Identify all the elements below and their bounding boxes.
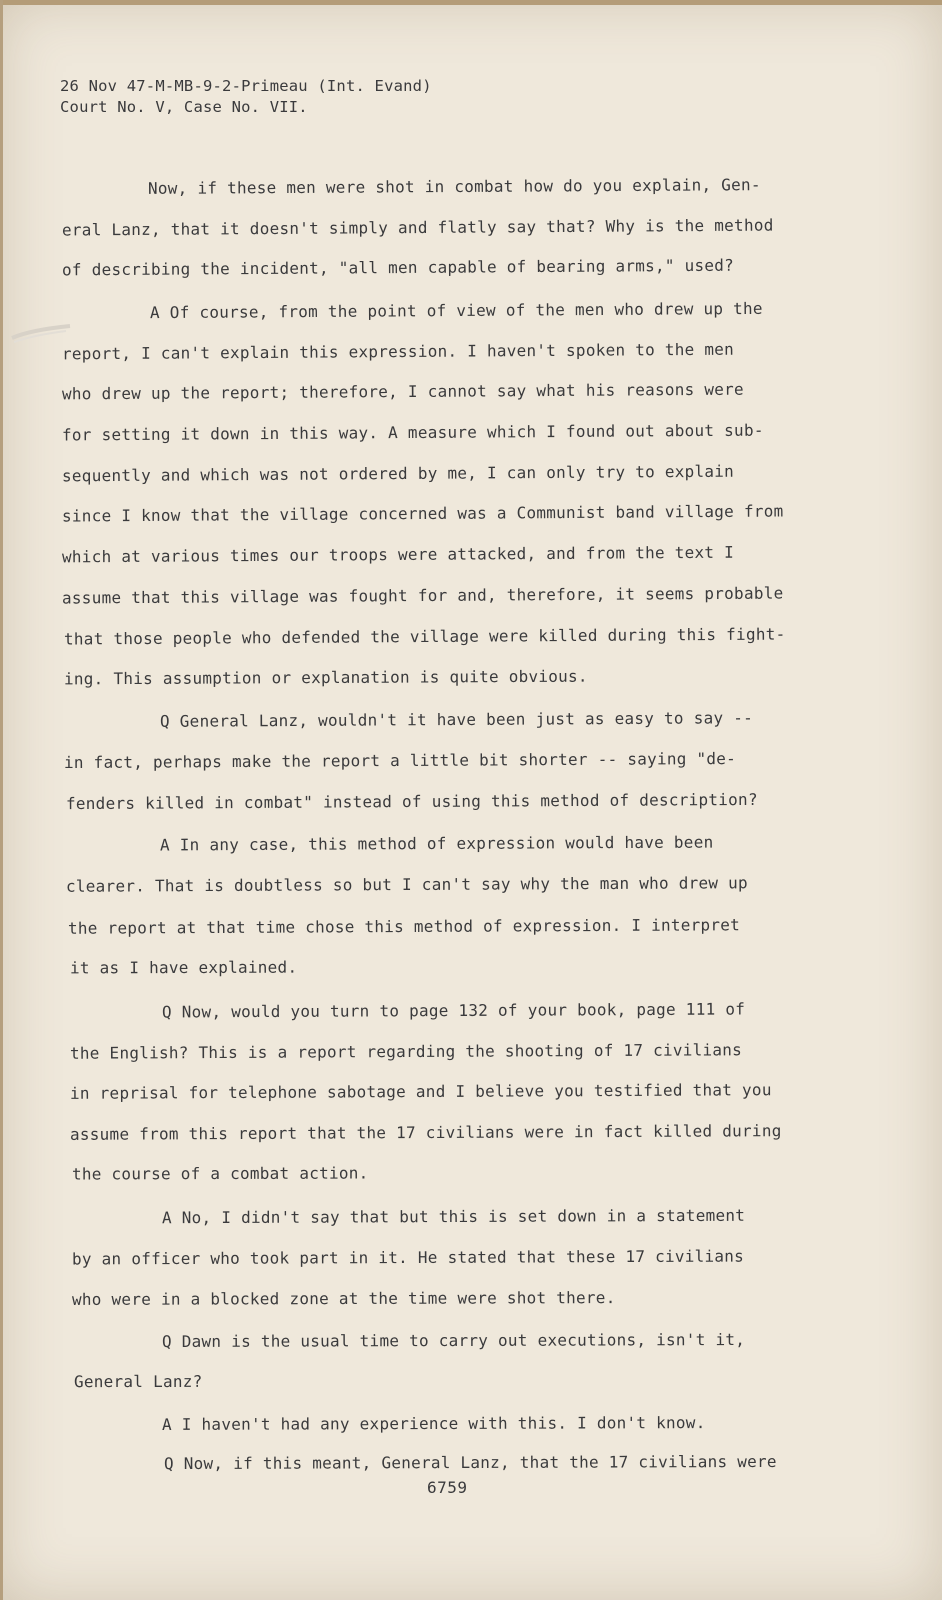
page-left-edge [0,0,3,1600]
transcript-line: which at various times our troops were attacked, and from the text I [61,542,735,567]
transcript-line: A Of course, from the point of view of the men who drew up the [149,298,763,323]
transcript-line: Q Now, if this meant, General Lanz, that the 17 civilians were [163,1451,777,1474]
transcript-line: Q Now, would you turn to page 132 of your book, page 111 of [161,999,746,1022]
transcript-line: of describing the incident, "all men capable of bearing arms," used? [61,255,735,280]
transcript-line: report, I can't explain this expression. I haven't spoken to the men [61,339,735,364]
transcript-line: in reprisal for telephone sabotage and I believe you testified that you [69,1080,772,1103]
transcript-line: clearer. That is doubtless so but I can't say why the man who drew up [65,873,748,896]
document-header [60,76,432,118]
transcript-line: A I haven't had any experience with this. I don't know. [161,1413,706,1434]
transcript-line: it as I have explained. [69,957,298,978]
transcript-line: A In any case, this method of expression would have been [159,832,714,855]
transcript-line: who drew up the report; therefore, I cannot say what his reasons were [61,379,744,404]
transcript-line: fenders killed in combat" instead of using this method of description? [65,789,758,814]
header-reference-line: 26 Nov 47-M-MB-9-2-Primeau (Int. Evand) [60,77,432,95]
page-number: 6759 [427,1478,468,1497]
transcript-line: since I know that the village concerned was a Communist band village from [61,501,784,526]
paper-smudge [10,324,72,344]
transcript-line: ing. This assumption or explanation is quite obvious. [63,666,588,689]
page-top-edge [0,0,942,5]
transcript-line: Q Dawn is the usual time to carry out executions, isn't it, [161,1329,746,1352]
header-court-line: Court No. V, Case No. VII. [60,98,308,116]
transcript-line: the English? This is a report regarding the shooting of 17 civilians [69,1040,743,1063]
transcript-line: the course of a combat action. [71,1163,369,1184]
transcript-line: assume that this village was fought for and, therefore, it seems probable [61,583,784,608]
transcript-line: that those people who defended the village were killed during this fight- [63,624,786,649]
transcript-line: the report at that time chose this method of expression. I interpret [67,915,741,938]
transcript-line: A No, I didn't say that but this is set down in a statement [161,1205,746,1228]
transcript-line: for setting it down in this way. A measure which I found out about sub- [61,420,764,445]
transcript-line: General Lanz? [73,1371,203,1392]
transcript-line: who were in a blocked zone at the time were shot there. [71,1288,616,1309]
transcript-line: assume from this report that the 17 civilians were in fact killed during [69,1121,782,1144]
transcript-line: sequently and which was not ordered by me, I can only try to explain [61,461,735,486]
transcript-line: in fact, perhaps make the report a little bit shorter -- saying "de- [63,748,737,773]
transcript-line: Q General Lanz, wouldn't it have been just as easy to say -- [159,708,754,731]
transcript-line: Now, if these men were shot in combat how do you explain, Gen- [147,175,761,198]
transcript-line: eral Lanz, that it doesn't simply and flatly say that? Why is the method [61,215,774,240]
transcript-line: by an officer who took part in it. He stated that these 17 civilians [71,1246,745,1269]
